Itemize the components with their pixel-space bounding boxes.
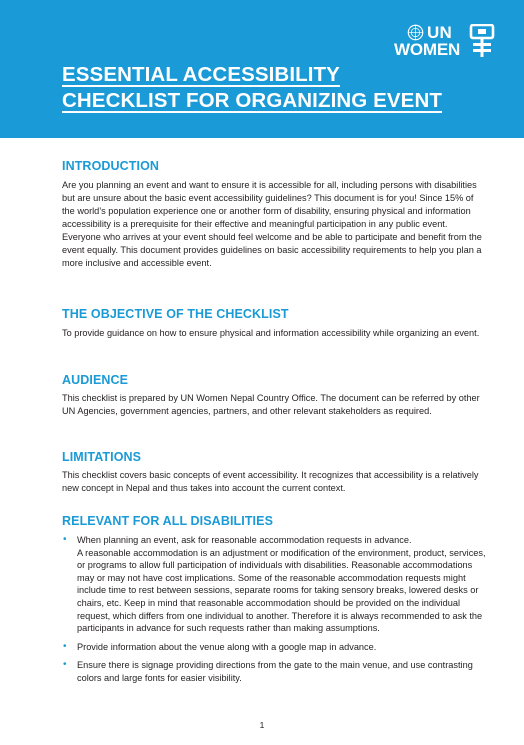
document-title	[62, 62, 502, 114]
objective-heading: THE OBJECTIVE OF THE CHECKLIST	[62, 307, 289, 321]
audience-body: This checklist is prepared by UN Women Nepal Country Office. The document can be referred by other UN Agencies, government agencies, partners, and other relevant stakeholders as required.	[62, 393, 480, 416]
header-banner	[0, 0, 524, 138]
limitations-heading: LIMITATIONS	[62, 450, 142, 464]
bullet-icon: •	[63, 659, 67, 671]
list-item	[62, 659, 486, 684]
title-line-2: CHECKLIST FOR ORGANIZING EVENT	[62, 89, 442, 112]
page-number: 1	[259, 720, 265, 730]
bullet-lead: Ensure there is signage providing directions from the gate to the main venue, and use contrasting colors and large fonts for easier visibility.	[77, 660, 473, 683]
introduction-body: Are you planning an event and want to ensure it is accessible for all, including persons with disabilities but are unsure about the basic event accessibility guidelines? This document is for you! Since 15% of the world’s population experience one or another form of disability, ensuring physical and information accessibility is a prerequisite for their effective and meaningful participation in any public event. Everyone who arrives at your event should feel welcome and be able to participate and benefit from the event equally. This document provides guidelines on basic accessibility requirements to help you plan a more inclusive and accessible event.	[62, 180, 482, 268]
title-line-1: ESSENTIAL ACCESSIBILITY	[62, 63, 340, 86]
bullet-icon: •	[63, 534, 67, 545]
relevant-disabilities-list	[62, 534, 486, 691]
objective-body: To provide guidance on how to ensure physical and information accessibility while organizing an event.	[62, 328, 480, 338]
bullet-lead: Provide information about the venue along with a google map in advance.	[77, 641, 377, 652]
bullet-lead: When planning an event, ask for reasonable accommodation requests in advance.	[77, 535, 412, 545]
bullet-text: A reasonable accommodation is an adjustment or modification of the environment, product, services, or programs to allow full participation of individuals with disabilities. Reasonable accommodations may or may not have cost implications. Some of the reasonable accommodation requests might include time to rest between sessions, separate rooms for taking sensory breaks, lowered desks or chairs, etc. Keep in mind that reasonable accommodation should be provided on the individual request, which differs from one individual to another. Therefore it is always recommended to ask the participants in advance for such requests rather than making assumptions.	[77, 547, 486, 634]
logo-women-text: WOMEN	[394, 40, 461, 59]
introduction-heading: INTRODUCTION	[62, 159, 160, 173]
audience-heading: AUDIENCE	[62, 373, 129, 387]
bullet-icon: •	[63, 640, 67, 652]
relevant-disabilities-heading: RELEVANT FOR ALL DISABILITIES	[62, 514, 274, 528]
un-emblem-icon	[407, 24, 424, 41]
logo-un-text: UN	[427, 23, 452, 42]
list-item	[62, 641, 486, 654]
un-women-logo	[394, 24, 498, 60]
limitations-body: This checklist covers basic concepts of event accessibility. It recognizes that accessibility is a relatively new concept in Nepal and thus takes into account the current context.	[62, 470, 479, 493]
list-item	[62, 534, 486, 635]
venus-equality-icon	[469, 24, 495, 58]
